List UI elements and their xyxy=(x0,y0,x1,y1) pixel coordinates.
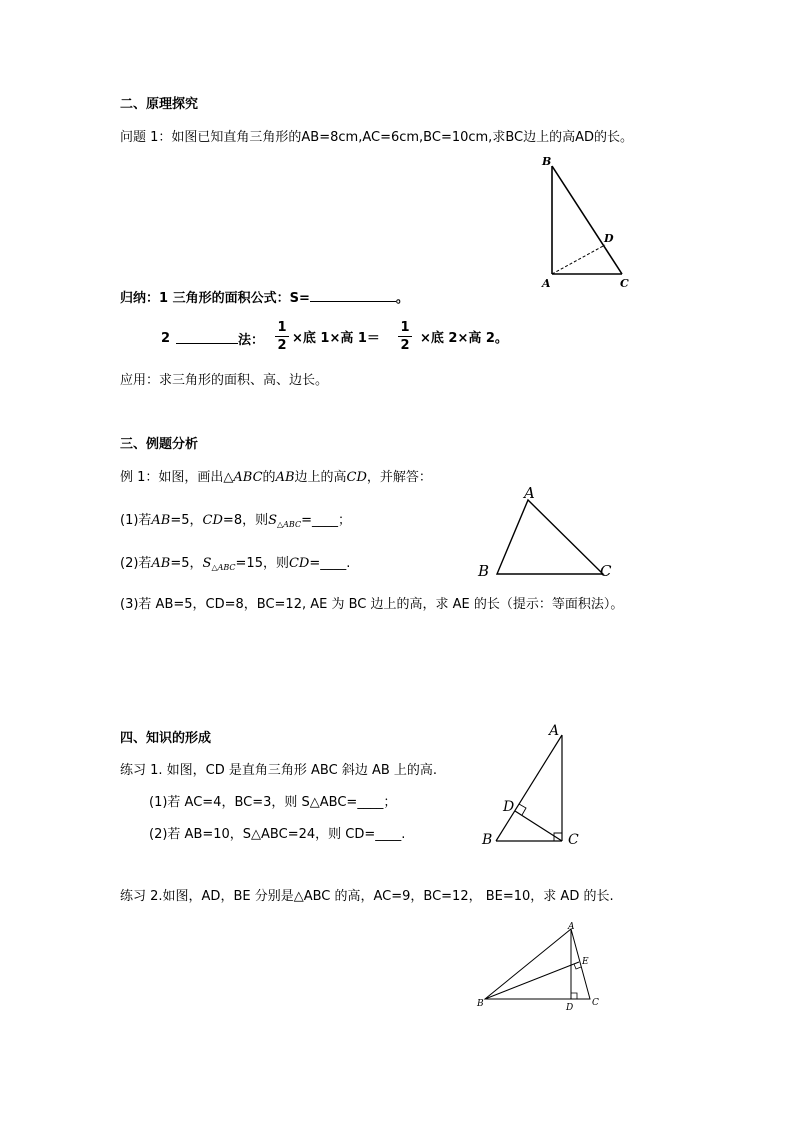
label-c: C xyxy=(568,832,579,848)
summary-2-middle: ×底 1×高 1＝ xyxy=(292,331,380,346)
section3-heading: 三、例题分析 xyxy=(120,437,199,452)
problem-1-text: 问题 1：如图已知直角三角形的AB=8cm,AC=6cm,BC=10cm,求BC边上的高AD的长。 xyxy=(120,130,633,145)
exercise-1-part-2: (2)若 AB=10，S△ABC=24，则 CD=____. xyxy=(149,827,406,842)
right-angle-mark-d xyxy=(519,804,526,815)
label-a: A xyxy=(568,922,575,932)
summary-1-end: 。 xyxy=(395,291,409,306)
example-1-intro: 例 1：如图，画出△ABC的AB边上的高CD，并解答： xyxy=(120,470,432,485)
right-triangle-figure-exercise-1 xyxy=(478,718,588,853)
label-d: D xyxy=(604,232,614,245)
label-c: C xyxy=(592,998,599,1008)
label-b: B xyxy=(478,562,490,580)
example-1-part-2: (2)若AB=5，$S_{\triangle ABC}=15$，则CD=____. xyxy=(120,556,351,572)
right-angle-mark-e xyxy=(574,964,581,969)
altitude-ad xyxy=(552,245,605,274)
summary-2-number: 2 xyxy=(161,331,171,346)
label-a: A xyxy=(524,484,535,502)
side-ab xyxy=(496,735,562,841)
application-text: 应用：求三角形的面积、高、边长。 xyxy=(120,373,329,388)
triangle-abc xyxy=(497,500,603,574)
label-a: A xyxy=(549,723,560,739)
blank-area-formula[interactable] xyxy=(310,289,396,302)
side-bc xyxy=(552,166,622,274)
label-b: B xyxy=(542,155,552,168)
section2-heading: 二、原理探究 xyxy=(120,97,199,112)
altitude-be xyxy=(485,962,579,999)
example-1-part-3: (3)若 AB=5，CD=8，BC=12, AE 为 BC 边上的高，求 AE 的长（提示：等面积法）。 xyxy=(120,597,624,612)
label-b: B xyxy=(482,832,493,848)
right-angle-mark-d xyxy=(571,993,577,999)
triangle-figure-exercise-2 xyxy=(470,918,610,1014)
summary-2-end: ×底 2×高 2。 xyxy=(420,331,508,346)
fraction-half-1: 1 2 xyxy=(275,320,289,353)
label-c: C xyxy=(600,562,612,580)
label-d: D xyxy=(503,799,515,815)
label-c: C xyxy=(620,277,629,290)
fraction-half-2: 1 2 xyxy=(398,320,412,353)
label-b: B xyxy=(477,999,484,1009)
example-1-part-1: (1)若AB=5，CD=8，则$S_{\triangle ABC}=\_\_\_\_$； xyxy=(120,513,351,529)
summary-1-text: 1 三角形的面积公式：S= xyxy=(159,291,310,306)
label-a: A xyxy=(542,277,551,290)
section4-heading: 四、知识的形成 xyxy=(120,731,212,746)
label-e: E xyxy=(582,957,589,967)
summary-label: 归纳： xyxy=(120,291,160,306)
exercise-1-part-1: (1)若 AC=4，BC=3，则 S△ABC=____； xyxy=(149,795,397,810)
exercise-2-text: 练习 2.如图，AD，BE 分别是△ABC 的高，AC=9，BC=12， BE=10，求 AD 的长. xyxy=(120,889,614,904)
altitude-cd xyxy=(515,811,562,841)
right-triangle-figure-1 xyxy=(536,150,646,295)
exercise-1-text: 练习 1. 如图，CD 是直角三角形 ABC 斜边 AB 上的高. xyxy=(120,763,438,778)
summary-2-method: 法： xyxy=(176,331,264,349)
label-d: D xyxy=(566,1003,574,1013)
triangle-figure-example-1 xyxy=(470,480,620,585)
blank-method[interactable] xyxy=(176,331,238,344)
summary-line-1 xyxy=(120,289,409,307)
